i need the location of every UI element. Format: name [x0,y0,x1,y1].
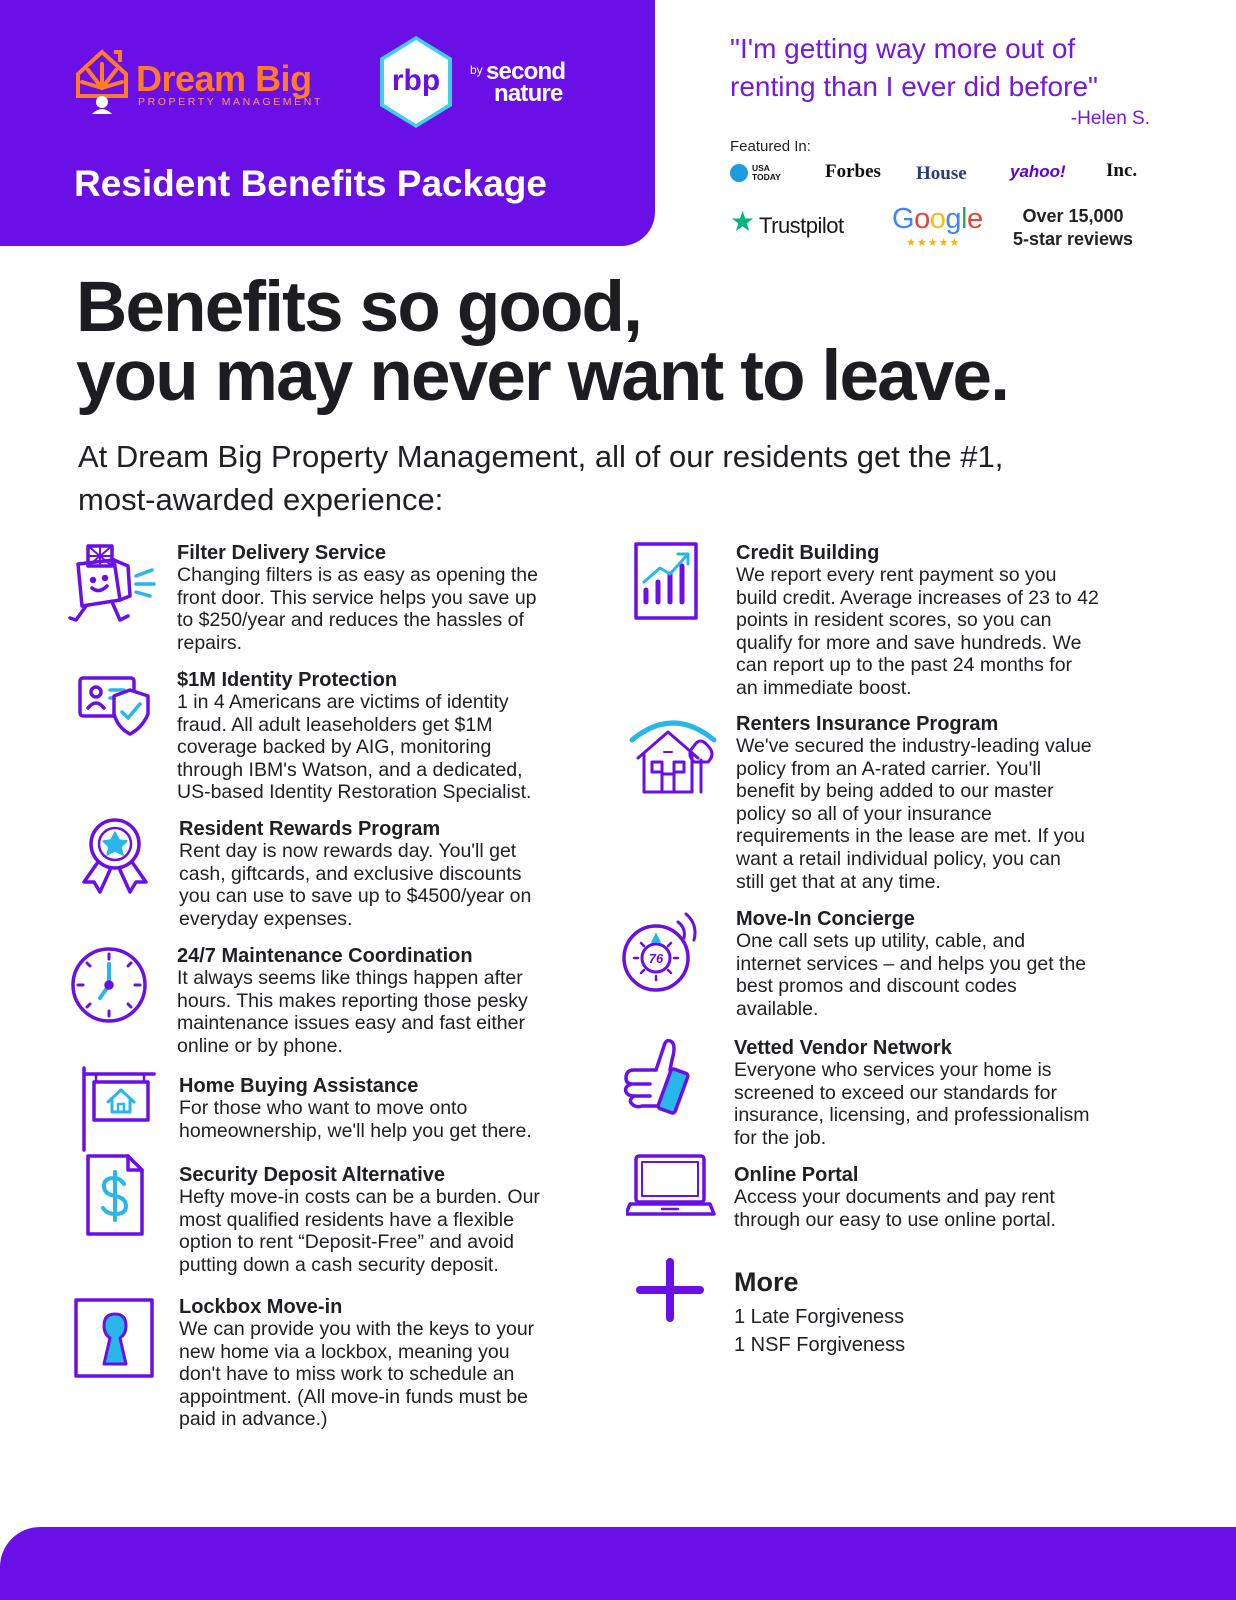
benefit-description-line: can report up to the past 24 months for [736,654,1073,677]
benefit-description-line: Access your documents and pay rent [734,1186,1055,1208]
benefit-credit-building [736,541,1099,700]
review-count [998,205,1148,251]
rbp-logo [376,34,456,130]
benefit-home-buying-assistance [179,1074,532,1142]
benefit-title: Home Buying Assistance [179,1075,419,1097]
this-old-house-logo: House [916,163,967,184]
ratings-row [730,203,1150,253]
benefit-description [179,1318,534,1431]
benefit-description-line: It always seems like things happen after [177,967,523,989]
benefit-description-line: US-based Identity Restoration Specialist. [177,781,532,804]
header-panel [0,0,655,246]
thermostat-reading: 76 [648,951,664,966]
benefit-resident-rewards-program [179,817,531,930]
benefit-title: 24/7 Maintenance Coordination [177,945,473,967]
press-logos [730,159,1150,187]
second-nature-line1: second [486,58,566,85]
benefit-description [734,1059,1090,1149]
benefit-description-line: want a retail individual policy, you can [736,848,1061,871]
keyhole-icon [70,1294,160,1384]
benefit-description-line: through our easy to use online portal. [734,1208,1056,1231]
reviews-line-1: Over 15,000 [1022,206,1124,226]
usa-today-dot-icon [730,164,748,182]
benefit-24-7-maintenance-coordination [177,944,528,1057]
benefit-description-line: option to rent “Deposit-Free” and avoid [179,1231,514,1254]
benefit-title: Lockbox Move-in [179,1296,343,1318]
benefit-description [177,564,538,654]
benefit-title: Renters Insurance Program [736,713,999,735]
benefit-move-in-concierge [736,907,1086,1020]
benefit-title: Resident Rewards Program [179,818,441,840]
footer-band [0,1527,1236,1600]
insured-house-icon [628,712,718,802]
id-shield-icon [70,664,160,754]
benefit-description [179,1097,532,1142]
usa-today-line1: USA [752,163,770,173]
benefit-description-line: you can use to save up to $4500/year on [179,885,532,908]
benefit-lockbox-move-in [179,1295,534,1431]
benefit-title: Filter Delivery Service [177,542,387,564]
headline-line-1: Benefits so good, [76,268,642,347]
featured-label: Featured In: [730,138,811,155]
google-letter: l [960,203,967,235]
benefit-description [736,930,1086,1020]
laptop-icon [626,1148,716,1238]
dollar-document-icon [70,1150,160,1240]
benefit-description-line: an immediate boost. [736,677,912,700]
benefit-description-line: putting down a cash security deposit. [179,1253,499,1276]
award-ribbon-icon [70,812,160,902]
benefit-description-line: internet services – and helps you get the [736,952,1087,975]
benefit-security-deposit-alternative [179,1163,540,1276]
benefit-title: $1M Identity Protection [177,669,398,691]
benefit-description-line: We've secured the industry-leading value [736,735,1092,757]
benefit-description-line: We report every rent payment so you [736,564,1057,586]
thermostat-icon [616,906,706,996]
google-letter: o [929,203,946,235]
benefit-description-line: hours. This makes reporting those pesky [177,989,528,1012]
second-nature-line2: nature [494,80,563,107]
more-item-nsf-forgiveness: 1 NSF Forgiveness [734,1334,906,1356]
usa-today-line2: TODAY [752,171,781,182]
thumbs-up-icon [620,1032,710,1122]
home-sign-icon [70,1062,160,1152]
inc-logo: Inc. [1106,160,1138,181]
benefit-description-line: new home via a lockbox, meaning you [179,1340,510,1363]
benefit-vetted-vendor-network [734,1036,1090,1149]
benefit-description-line: available. [736,997,819,1020]
benefit-description-line: repairs. [177,631,243,654]
benefit-description-line: benefit by being added to our master [736,780,1054,803]
benefit-title: Security Deposit Alternative [179,1164,446,1186]
headline [76,268,1196,416]
by-word: by [470,63,483,77]
benefit-title: Vetted Vendor Network [734,1037,952,1059]
benefit-description-line: 1 in 4 Americans are victims of identity [177,691,509,713]
benefit-description-line: requirements in the lease are met. If you [736,825,1086,848]
benefit-description-line: One call sets up utility, cable, and [736,930,1026,952]
subheadline [78,436,1198,522]
quote-line-1: "I'm getting way more out of [730,33,1076,64]
benefit-description-line: Hefty move-in costs can be a burden. Our [179,1186,540,1208]
benefit-description-line: Everyone who services your home is [734,1059,1052,1081]
google-letter: e [966,203,983,235]
benefit-description-line: for the job. [734,1126,827,1149]
benefit-description-line: Rent day is now rewards day. You'll get [179,840,517,862]
benefit-description-line: fraud. All adult leaseholders get $1M [177,713,493,736]
benefit-description [179,840,531,930]
benefit-title: Move-In Concierge [736,908,915,930]
benefit-description-line: policy so all of your insurance [736,802,992,825]
benefit-description-line: screened to exceed our standards for [734,1081,1058,1104]
benefit-description-line: Changing filters is as easy as opening the [177,564,538,586]
package-title: Resident Benefits Package [74,163,547,204]
benefit-description [179,1186,540,1276]
benefit-description-line: still get that at any time. [736,870,941,893]
benefit-description-line: qualify for more and save hundreds. We [736,631,1082,654]
benefit-description-line: to $250/year and reduces the hassles of [177,609,524,632]
testimonial-quote [730,30,1150,107]
dream-big-name: Dream Big [136,58,312,99]
growth-chart-icon [628,540,718,630]
benefit-description-line: most qualified residents have a flexible [179,1208,514,1231]
dream-big-subtitle: PROPERTY MANAGEMENT [138,96,323,108]
benefit-description-line: homeownership, we'll help you get there. [179,1119,532,1142]
forbes-logo: Forbes [825,161,881,182]
yahoo-logo: yahoo! [1010,162,1066,181]
benefit-description-line: build credit. Average increases of 23 to 42 [736,586,1099,609]
benefit-description-line: front door. This service helps you save up [177,586,537,609]
benefit-description-line: everyday expenses. [179,907,353,930]
benefit-description-line: paid in advance.) [179,1408,328,1431]
headline-line-2: you may never want to leave. [76,337,1009,416]
rbp-text: rbp [391,64,441,97]
filter-box-icon [66,540,156,630]
subhead-line-2: most-awarded experience: [78,481,444,517]
more-item-late-forgiveness: 1 Late Forgiveness [734,1306,905,1328]
plus-icon [628,1248,718,1338]
benefit-description-line: appointment. (All move-in funds must be [179,1385,529,1408]
benefit-description-line: cash, giftcards, and exclusive discounts [179,862,522,885]
benefit-description-line: don't have to miss work to schedule an [179,1363,515,1386]
benefit-filter-delivery-service [177,541,538,654]
dream-big-logo [74,44,354,114]
google-stars-icon: ★★★★★ [906,237,961,249]
quote-line-2: renting than I ever did before" [730,71,1098,103]
subhead-line-1: At Dream Big Property Management, all of our residents get the #1, [78,439,1004,474]
benefit-description-line: best promos and discount codes [736,975,1017,998]
clock-icon [64,940,154,1030]
benefit-description-line: coverage backed by AIG, monitoring [177,736,492,759]
google-logo [892,203,983,236]
benefit-description-line: points in resident scores, so you can [736,609,1052,632]
benefit-description [177,691,531,804]
trustpilot-logo: Trustpilot [759,213,844,238]
benefit-description-line: insurance, licensing, and professionalism [734,1104,1090,1127]
benefit-description-line: through IBM's Watson, and a dedicated, [177,758,523,781]
benefit-description-line: online or by phone. [177,1034,343,1057]
benefit-description-line: maintenance issues easy and fast either [177,1012,525,1035]
usa-today-text [752,164,781,182]
benefit-description-line: We can provide you with the keys to your [179,1318,535,1340]
benefit-online-portal [734,1163,1056,1231]
benefit-description [736,735,1092,893]
benefit-description [736,564,1099,700]
more-title: More [734,1267,799,1297]
quote-author: -Helen S. [1070,108,1150,129]
google-letter: g [945,203,961,235]
benefit-description [734,1186,1056,1231]
dream-big-house-icon [74,44,136,114]
benefit-renters-insurance-program [736,712,1092,893]
benefit-description-line: policy from an A-rated carrier. You'll [736,757,1042,780]
benefit-title: Credit Building [736,542,880,564]
google-letter: o [914,203,930,235]
benefit-1m-identity-protection [177,668,531,804]
reviews-line-2: 5-star reviews [1012,228,1134,249]
google-letter: G [892,203,915,235]
trustpilot-star-icon: ★ [730,206,756,237]
benefit-description [177,967,528,1057]
benefit-description-line: For those who want to move onto [179,1097,468,1119]
benefit-title: Online Portal [734,1164,859,1186]
